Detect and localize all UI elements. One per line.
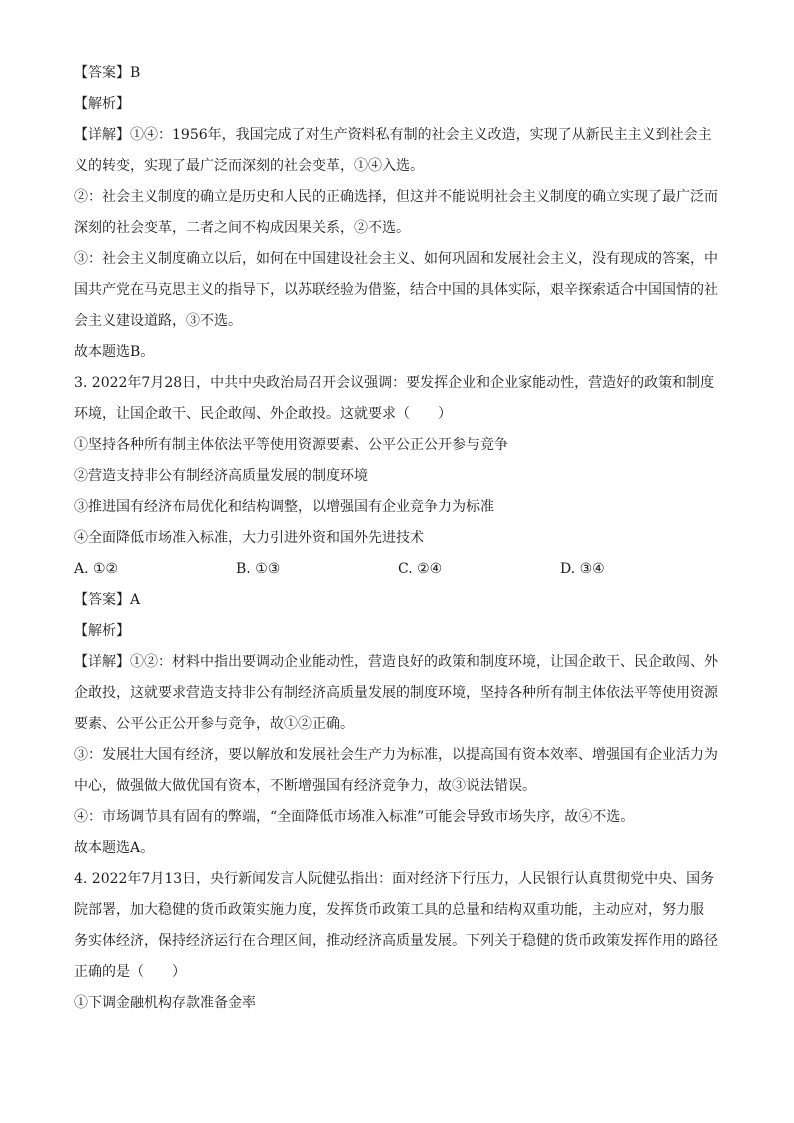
q3-options [74, 554, 726, 585]
q2-analysis-line: 会主义建设道路，③不选。 [74, 313, 242, 329]
q3-analysis-line: 【详解】①②：材料中指出要调动企业能动性，营造良好的政策和制度环境，让国企敢干、民企敢闯、外 [74, 654, 718, 670]
q4-stem-line: 院部署，加大稳健的货币政策实施力度，发挥货币政策工具的总量和结构双重功能，主动应对，努力服 [74, 902, 704, 918]
q4-stem-line: 正确的是（ ） [74, 964, 186, 980]
q3-analysis-line: ③：发展壮大国有经济，要以解放和发展社会生产力为标准，以提高国有资本效率、增强国有企业活力为 [74, 747, 718, 763]
q2-conclusion: 故本题选B。 [74, 344, 155, 360]
q4-stem-line: 4. 2022年7月13日，央行新闻发言人阮健弘指出：面对经济下行压力，人民银行认真贯彻党中央、国务 [74, 871, 715, 887]
q4-stem-line: 务实体经济，保持经济运行在合理区间，推动经济高质量发展。下列关于稳健的货币政策发挥作用的路径 [74, 933, 718, 949]
q3-analysis-line: 企敢投，这就要求营造支持非公有制经济高质量发展的制度环境，坚持各种所有制主体依法平等使用资源 [74, 685, 718, 701]
q2-analysis-line: ②：社会主义制度的确立是历史和人民的正确选择，但这并不能说明社会主义制度的确立实现了最广泛而 [74, 189, 718, 205]
q3-conclusion: 故本题选A。 [74, 840, 155, 856]
q3-item-4: ④全面降低市场准入标准，大力引进外资和国外先进技术 [74, 530, 424, 546]
q3-analysis-line: 中心，做强做大做优国有资本，不断增强国有经济竞争力，故③说法错误。 [74, 778, 536, 794]
q3-analysis-line: ④：市场调节具有固有的弊端，“全面降低市场准入标准”可能会导致市场失序，故④不选。 [74, 809, 635, 825]
q4-item-1: ①下调金融机构存款准备金率 [74, 995, 256, 1011]
q3-item-2: ②营造支持非公有制经济高质量发展的制度环境 [74, 468, 368, 484]
q2-analysis-line: 深刻的社会变革，二者之间不构成因果关系，②不选。 [74, 220, 410, 236]
q3-item-1: ①坚持各种所有制主体依法平等使用资源要素、公平公正公开参与竞争 [74, 437, 508, 453]
q2-analysis-line: 义的转变，实现了最广泛而深刻的社会变革，①④入选。 [74, 158, 424, 174]
q3-analysis-line: 要素、公平公正公开参与竞争，故①②正确。 [74, 716, 354, 732]
q3-stem-line: 3. 2022年7月28日，中共中央政治局召开会议强调：要发挥企业和企业家能动性，营造好的政策和制度 [74, 375, 715, 391]
q3-answer: 【答案】A [74, 592, 141, 608]
q3-option-c: C. ②④ [398, 561, 443, 577]
q2-analysis-line: ③：社会主义制度确立以后，如何在中国建设社会主义、如何巩固和发展社会主义，没有现成的答案，中 [74, 251, 718, 267]
exam-page [74, 58, 726, 1019]
q3-analysis-title: 【解析】 [74, 623, 130, 639]
q3-option-b: B. ①③ [236, 561, 281, 577]
q2-answer: 【答案】B [74, 65, 141, 81]
q2-analysis-line: 【详解】①④：1956年，我国完成了对生产资料私有制的社会主义改造，实现了从新民主主义到社会主 [74, 127, 712, 143]
q2-analysis-title: 【解析】 [74, 96, 130, 112]
q3-stem-line: 环境，让国企敢干、民企敢闯、外企敢投。这就要求（ ） [74, 406, 452, 422]
q3-option-d: D. ③④ [560, 561, 605, 577]
q2-analysis-line: 国共产党在马克思主义的指导下，以苏联经验为借鉴，结合中国的具体实际，艰辛探索适合中国国情的社 [74, 282, 718, 298]
q3-item-3: ③推进国有经济布局优化和结构调整，以增强国有企业竞争力为标准 [74, 499, 494, 515]
q3-option-a: A. ①② [74, 561, 119, 577]
